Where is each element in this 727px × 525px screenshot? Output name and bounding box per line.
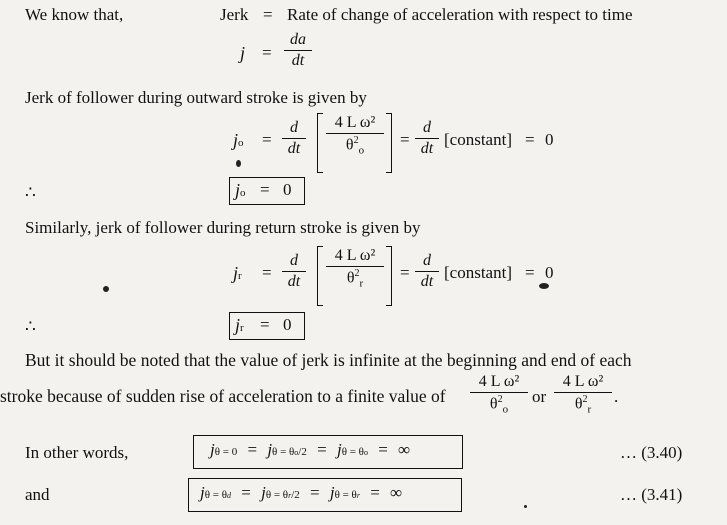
constant-label: [constant] xyxy=(444,263,512,282)
equals-sign: = xyxy=(262,43,272,62)
fraction-4Lw2-theta-o xyxy=(470,374,528,416)
fraction-bar xyxy=(326,133,384,134)
we-know-that: We know that, xyxy=(25,5,124,24)
scan-speck xyxy=(524,505,527,508)
equals-sign: = xyxy=(260,180,270,199)
equation-3-41: jθ = θd = jθ = θr/2 = jθ = θr = ∞ xyxy=(200,483,403,502)
and-word: and xyxy=(25,485,50,504)
zero-value: 0 xyxy=(545,130,554,149)
numerator: 4 L ω² xyxy=(478,373,520,390)
j-o-symbol: jo xyxy=(233,130,244,150)
therefore-symbol: ∴ xyxy=(25,317,36,336)
in-other-words: In other words, xyxy=(25,443,129,462)
denominator: $\theta^2_r$ xyxy=(574,394,592,416)
fraction-bar xyxy=(282,271,306,272)
numerator: 4 L ω² xyxy=(334,114,376,131)
fraction-4Lw2-theta-o xyxy=(326,115,384,157)
fraction-bar xyxy=(415,138,439,139)
scan-speck xyxy=(539,283,549,289)
fraction-d-dt xyxy=(282,253,306,290)
fraction-bar xyxy=(284,50,312,51)
numerator: d xyxy=(423,252,431,269)
denominator: dt xyxy=(420,273,434,291)
denominator: dt xyxy=(287,273,301,291)
fraction-4Lw2-theta-r xyxy=(326,248,384,290)
fraction-da-dt xyxy=(284,32,312,69)
denominator: dt xyxy=(420,140,434,158)
fraction-d-dt xyxy=(282,120,306,157)
return-intro: Similarly, jerk of follower during return stroke is given by xyxy=(25,218,421,237)
period: . xyxy=(614,387,619,406)
fraction-bar xyxy=(326,266,384,267)
equation-3-40: jθ = 0 = jθ = θo/2 = jθ = θo = ∞ xyxy=(210,440,411,459)
jerk-definition: Rate of change of acceleration with respect to time xyxy=(287,5,633,24)
numerator: d xyxy=(290,252,298,269)
therefore-symbol: ∴ xyxy=(25,183,36,202)
note-line-1: But it should be noted that the value of jerk is infinite at the beginning and end of each xyxy=(25,350,632,370)
numerator: d xyxy=(423,119,431,136)
numerator: da xyxy=(290,31,306,48)
left-bracket xyxy=(317,113,323,173)
note-line-2: stroke because of sudden rise of acceleration to a finite value of xyxy=(0,386,446,406)
numerator: 4 L ω² xyxy=(334,247,376,264)
outward-intro: Jerk of follower during outward stroke is given by xyxy=(25,88,367,107)
right-bracket xyxy=(386,113,392,173)
or-word: or xyxy=(532,387,547,406)
j-symbol: j xyxy=(240,43,246,63)
right-bracket xyxy=(386,246,392,306)
jerk-label: Jerk xyxy=(220,5,249,24)
scan-speck xyxy=(236,160,241,167)
equals-sign: = xyxy=(262,263,272,282)
numerator: d xyxy=(290,119,298,136)
denominator: dt xyxy=(287,140,301,158)
fraction-bar xyxy=(470,392,528,393)
fraction-bar xyxy=(554,392,612,393)
denominator: $\theta^2_o$ xyxy=(489,394,509,416)
equals-sign: = xyxy=(525,130,535,149)
zero-value: 0 xyxy=(283,180,292,199)
fraction-d-dt xyxy=(415,120,439,157)
constant-label: [constant] xyxy=(444,130,512,149)
j-r-symbol: jr xyxy=(233,263,242,283)
numerator: 4 L ω² xyxy=(562,373,604,390)
zero-value: 0 xyxy=(283,315,292,334)
fraction-bar xyxy=(415,271,439,272)
equation-number-3-41: … (3.41) xyxy=(620,485,683,504)
scan-speck xyxy=(103,286,109,292)
fraction-bar xyxy=(282,138,306,139)
fraction-d-dt xyxy=(415,253,439,290)
equals-sign: = xyxy=(262,130,272,149)
equals-sign: = xyxy=(525,263,535,282)
j-o-symbol: jo xyxy=(235,180,246,200)
zero-value: 0 xyxy=(545,263,554,282)
denominator: dt xyxy=(291,52,305,70)
fraction-4Lw2-theta-r xyxy=(554,374,612,416)
equals-sign: = xyxy=(263,5,273,24)
j-r-symbol: jr xyxy=(235,315,244,335)
denominator: $\theta^2_r$ xyxy=(346,268,364,290)
equation-number-3-40: … (3.40) xyxy=(620,443,683,462)
denominator: $\theta^2_o$ xyxy=(345,135,365,157)
equals-sign: = xyxy=(400,130,410,149)
equals-sign: = xyxy=(260,315,270,334)
left-bracket xyxy=(317,246,323,306)
equals-sign: = xyxy=(400,263,410,282)
